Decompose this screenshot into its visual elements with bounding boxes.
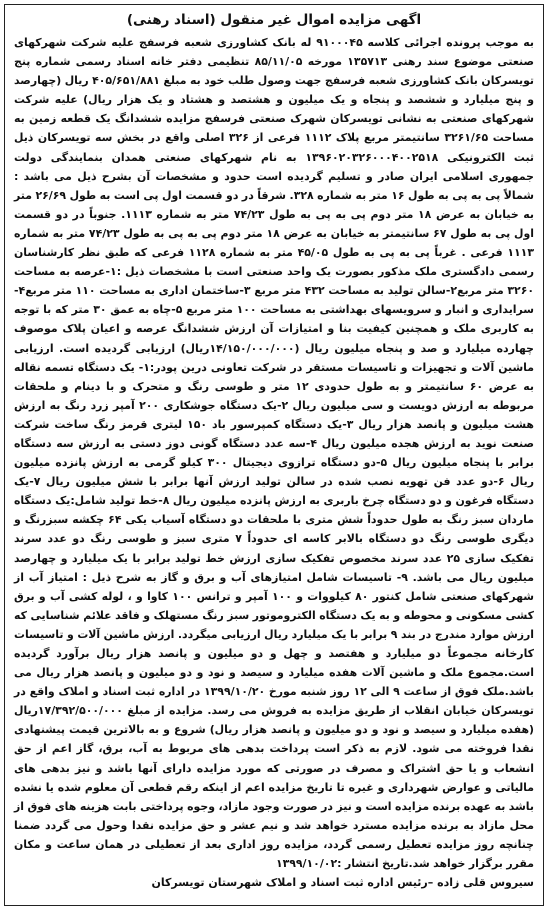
auction-notice — [4, 4, 544, 906]
notice-body: به موجب پرونده اجرائی کلاسه ۹۱۰۰۰۴۵ له بانک کشاورزی شعبه فرسفج علیه شرکت شهرکهای صنعتی موضوع سند رهنی ۱۳۵۷۱۳ مورخه ۸۵/۱۱/۰۵ تنظیمی دفتر خانه اسناد رسمی شماره پنج تویسرکان بانک کشاورزی شعبه فرسفج جهت وصول طلب خود به مبلغ ۴۰۵/۶۵۱/۸۸۱ ریال (چهارصد و پنج میلیارد و ششصد و پنجاه و یک میلیون و هشتصد و هشتاد و یک هزار ریال) علیه شرکت شهرکهای صنعتی به نشانی تویسرکان شهرک صنعتی فرسفج مزایده ششدانگ یک قطعه زمین به مساحت ۳۲۶۱/۶۵ سانتیمتر مربع پلاک ۱۱۱۲ فرعی از ۳۲۶ اصلی واقع در بخش سه تویسرکان ذیل ثبت الکترونیکی ۱۳۹۶۰۲۰۳۲۶۰۰۰۴۰۰۲۵۱۸ به نام شهرکهای صنعتی همدان بنمایندگی دولت جمهوری اسلامی ایران صادر و تسلیم گردیده است حدود و مشخصات آن بشرح ذیل می باشد : شمالاً پی به پی به طول ۱۶ متر به شماره ۳۲۸. شرقاً در دو قسمت اول پی است به طول ۲۶/۶۹ متر به خیابان به عرض ۱۸ متر دوم پی به پی به طول ۷۴/۲۳ متر به شماره ۱۱۱۳. جنوباً در دو قسمت اول پی به طول ۶۷ سانتیمتر به خیابان به عرض ۱۸ متر دوم پی به پی به طول ۷۴/۲۳ متر به شماره ۱۱۱۳ فرعی . غرباً پی به پی به طول ۴۵/۰۵ متر به شماره ۱۱۲۸ فرعی که طبق نظر کارشناسان رسمی دادگستری ملک مذکور بصورت یک واحد صنعتی است با مشخصات ذیل :۱-عرصه به مساحت ۳۲۶۰ متر مربع۲-سالن تولید به مساحت ۴۳۲ متر مربع ۳-ساختمان اداری به مساحت ۱۱۰ متر مربع۴-سرایداری و انبار و سرویسهای بهداشتی به مساحت ۱۰۰ متر مربع ۵-چاه به عمق ۳۰ متر که با توجه به کاربری ملک و همچنین کیفیت بنا و امتیازات آن ارزش ششدانگ عرصه و اعیان پلاک موصوف چهارده میلیارد و صد و پنجاه میلیون ریال (۱۴/۱۵۰/۰۰۰/۰۰۰ریال) ارزیابی گردیده است. ارزیابی ماشین آلات و تجهیزات و تاسیسات مستقر در شرکت تعاونی درین پودر:۱- یک دستگاه تسمه نقاله به عرض ۶۰ سانتیمتر و به طول حدودی ۱۲ متر و طوسی رنگ و متحرک و با دینام و ملحقات مربوطه به ارزش دویست و سی میلیون ریال ۲-یک دستگاه جوشکاری ۲۰۰ آمپر زرد رنگ به ارزش هشت میلیون و پانصد هزار ریال ۳-یک دستگاه کمپرسور باد ۱۵۰ لیتری قرمز رنگ ساخت شرکت صنعت نوید به ارزش هجده میلیون ریال ۴-سه عدد دستگاه گونی دوز دستی به ارزش سه دستگاه برابر با پنجاه میلیون ریال ۵-دو دستگاه ترازوی دیجیتال ۳۰۰ کیلو گرمی به ارزش پانزده میلیون ریال ۶-دو عدد فن تهویه نصب شده در سالن تولید ارزش آنها برابر با شش میلیون ریال ۷-یک دستگاه فرغون و دو دستگاه چرخ باربری به ارزش پانزده میلیون ریال ۸-خط تولید شامل:یک دستگاه ماردان سبز رنگ به طول حدوداً شش متری با ملحقات دو دستگاه آسیاب یکی ۶۴ چکشه سبزرنگ و دیگری طوسی رنگ دو دستگاه بالابر کاسه ای حدوداً ۷ متری سبز و طوسی رنگ دو عدد سرند تفکیک سازی ۲۵ عدد سرند مخصوص تفکیک سازی ارزش خط تولید برابر با یک میلیارد و چهارصد میلیون ریال می باشد. ۹- تاسیسات شامل امتیازهای آب و برق و گاز به شرح ذیل : امتیاز آب از شهرکهای صنعتی شامل کنتور ۸۰ کیلووات و ۱۰۰ آمپر و ترانس ۱۰۰ کاوا و ، لوله کشی آب و برق کشی مسکونی و محوطه و به یک دستگاه الکتروموتور سبز رنگ مستهلک و فاقد علائم شناسایی که ارزش موارد مندرج در بند ۹ برابر با یک میلیارد ریال ارزیابی میگردد. ارزش ماشین آلات و تاسیسات کارخانه مجموعاً دو میلیارد و هفتصد و چهل و دو میلیون و پانصد هزار ریال برآورد گردیده است.مجموع ملک و ماشین آلات هفده میلیارد و سیصد و نود و دو میلیون و پانصد هزار ریال می باشد.ملک فوق از ساعت ۹ الی ۱۲ روز شنبه مورخ ۱۳۹۹/۱۰/۲۰ در اداره ثبت اسناد و املاک واقع در تویسرکان خیابان انقلاب از طریق مزایده به فروش می رسد. مزایده از مبلغ ۱۷/۳۹۲/۵۰۰/۰۰۰ریال (هفده میلیارد و سیصد و نود و دو میلیون و پانصد هزار ریال) شروع و به بالاترین قیمت پیشنهادی نقدا فروخته می شود. لازم به ذکر است پرداخت بدهی های مربوط به آب، برق، گاز اعم از حق انشعاب و یا حق اشتراک و مصرف در صورتی که مورد مزایده دارای آنها باشد و نیز بدهی های مالیاتی و عوارض شهرداری و غیره تا تاریخ مزایده اعم از اینکه رقم قطعی آن معلوم شده یا نشده باشد به عهده برنده مزایده است و نیز در صورت وجود مازاد، وجوه پرداختی بابت هزینه های فوق از محل مازاد به برنده مزایده مسترد خواهد شد و نیم عشر و حق مزایده نقدا وحول می گردد ضمنا چنانچه روز مزایده تعطیل رسمی گردد، مزایده روز اداری بعد از تعطیلی در همان ساعت و مکان مقرر برگزار خواهد شد.تاریخ انتشار :۱۳۹۹/۱۰/۰۲ — [14, 36, 535, 871]
notice-title: اگهی مزایده اموال غیر منقول (اسناد رهنی) — [126, 12, 422, 28]
notice-signature: سیروس قلی زاده –رئیس اداره ثبت اسناد و املاک شهرستان تویسرکان — [151, 876, 534, 890]
